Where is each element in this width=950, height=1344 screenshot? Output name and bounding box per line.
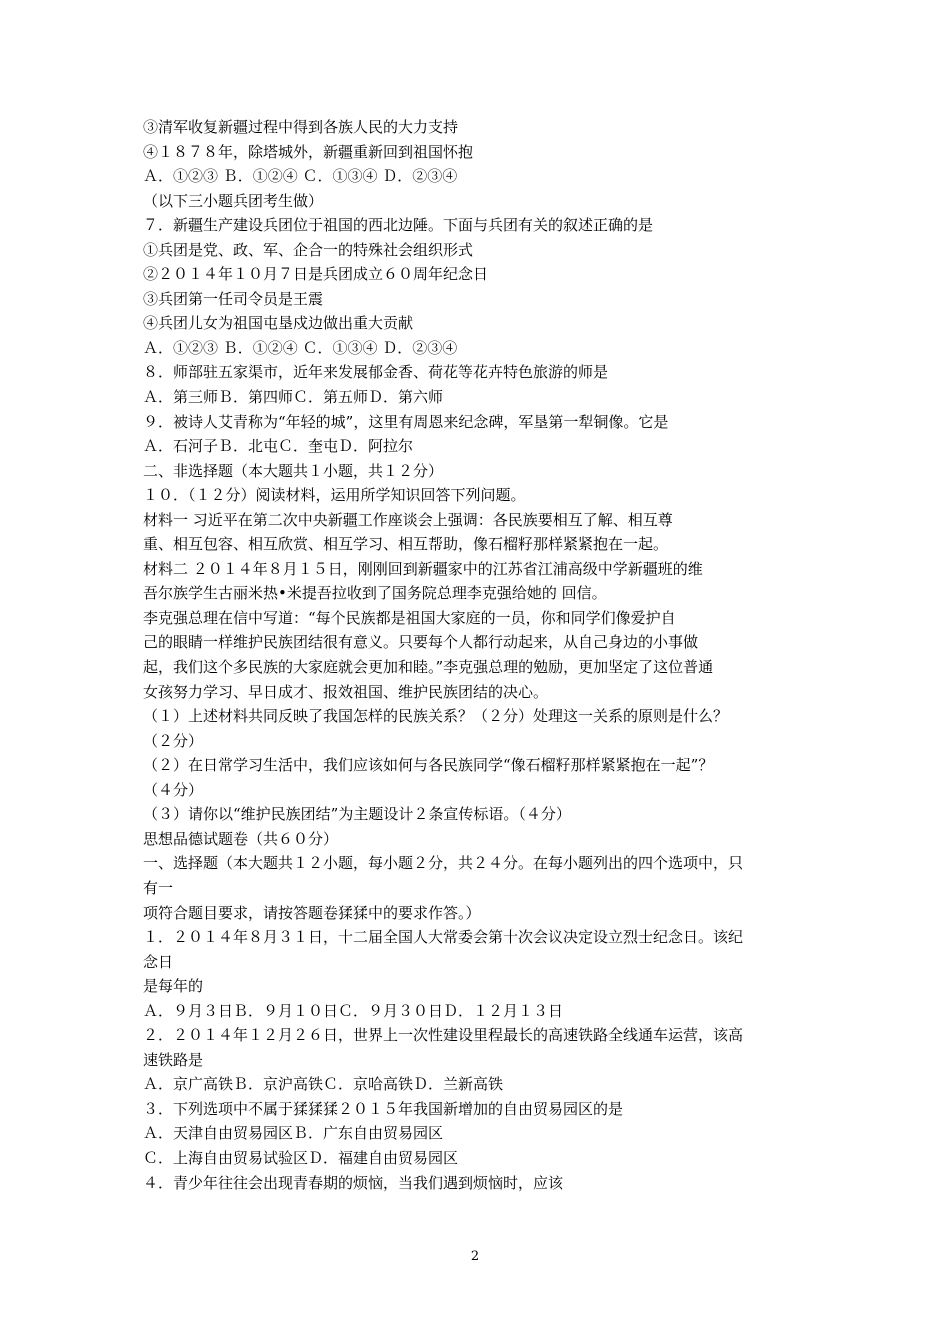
sub-question-2: （２）在日常学习生活中，我们应该如何与各民族同学“像石榴籽那样紧紧抱在一起”？ — [143, 756, 714, 775]
answer-options: Ａ．①②③ Ｂ．①②④ Ｃ．①③④ Ｄ．②③④ — [143, 167, 458, 186]
sub-question-3: （３）请你以“维护民族团结”为主题设计２条宣传标语。（４分） — [143, 805, 571, 824]
answer-options: Ａ．天津自由贸易园区Ｂ．广东自由贸易园区 — [143, 1124, 444, 1143]
question-4: ４．青少年往往会出现青春期的烦恼，当我们遇到烦恼时，应该 — [143, 1173, 564, 1192]
material-text: 女孩努力学习、早日成才、报效祖国、维护民族团结的决心。 — [143, 682, 549, 701]
text-line: 有一 — [143, 878, 174, 897]
text-line: 速铁路是 — [143, 1050, 204, 1069]
text-line: （４分） — [143, 780, 204, 799]
text-line: （２分） — [143, 731, 204, 750]
text-line: ④兵团儿女为祖国屯垦戍边做出重大贡献 — [143, 314, 414, 333]
text-line: ③清军收复新疆过程中得到各族人民的大力支持 — [143, 118, 459, 136]
material-text: 吾尔族学生古丽米热•米提吾拉收到了国务院总理李克强给她的 回信。 — [143, 584, 607, 603]
material-text: 重、相互包容、相互欣赏、相互学习、相互帮助，像石榴籽那样紧紧抱在一起。 — [143, 535, 669, 554]
text-line: ④１８７８年，除塔城外，新疆重新回到祖国怀抱 — [143, 142, 474, 161]
document-body — [143, 115, 813, 1195]
text-line: ③兵团第一任司令员是王震 — [143, 289, 324, 308]
text-line: ①兵团是党、政、军、企合一的特殊社会组织形式 — [143, 240, 474, 259]
text-line: 念日 — [143, 952, 174, 971]
answer-options: Ａ．京广高铁Ｂ．京沪高铁Ｃ．京哈高铁Ｄ．兰新高铁 — [143, 1075, 504, 1094]
section-heading: 一、选择题（本大题共１２小题，每小题２分，共２４分。在每小题列出的四个选项中，只 — [143, 854, 744, 873]
question-3: ３．下列选项中不属于猱猱猱２０１５年我国新增加的自由贸易园区的是 — [143, 1099, 624, 1118]
question-2: ２．２０１４年１２月２６日，世界上一次性建设里程最长的高速铁路全线通车运营，该高 — [143, 1026, 744, 1045]
answer-options: Ｃ．上海自由贸易试验区Ｄ．福建自由贸易园区 — [143, 1148, 459, 1167]
section-heading: 二、非选择题（本大题共１小题，共１２分） — [143, 461, 444, 480]
answer-options: Ａ．第三师Ｂ．第四师Ｃ．第五师Ｄ．第六师 — [143, 388, 444, 407]
section-note: （以下三小题兵团考生做） — [143, 191, 324, 210]
question-9: ９．被诗人艾青称为“年轻的城”，这里有周恩来纪念碑，军垦第一犁铜像。它是 — [143, 412, 669, 431]
material-text: 材料一 习近平在第二次中央新疆工作座谈会上强调：各民族要相互了解、相互尊 — [143, 510, 673, 529]
page-number: 2 — [470, 1249, 480, 1264]
text-line: ②２０１４年１０月７日是兵团成立６０周年纪念日 — [143, 265, 489, 284]
sub-question-1: （１）上述材料共同反映了我国怎样的民族关系？（２分）处理这一关系的原则是什么？ — [143, 707, 729, 726]
material-text: 材料二 ２０１４年８月１５日，刚刚回到新疆家中的江苏省江浦高级中学新疆班的维 — [143, 559, 703, 578]
question-7: ７．新疆生产建设兵团位于祖国的西北边陲。下面与兵团有关的叙述正确的是 — [143, 216, 654, 235]
question-8: ８．师部驻五家渠市，近年来发展郁金香、荷花等花卉特色旅游的师是 — [143, 363, 609, 382]
exam-section-title: 思想品德试题卷（共６０分） — [143, 829, 339, 848]
material-text: 起，我们这个多民族的大家庭就会更加和睦。”李克强总理的勉励，更加坚定了这位普通 — [143, 658, 714, 677]
question-10: １０．（１２分）阅读材料，运用所学知识回答下列问题。 — [143, 486, 526, 505]
answer-options: Ａ．石河子Ｂ．北屯Ｃ．奎屯Ｄ．阿拉尔 — [143, 437, 414, 456]
text-line: 是每年的 — [143, 977, 204, 996]
answer-options: Ａ．①②③ Ｂ．①②④ Ｃ．①③④ Ｄ．②③④ — [143, 338, 458, 357]
answer-options: Ａ．９月３日Ｂ．９月１０日Ｃ．９月３０日Ｄ．１２月１３日 — [143, 1001, 564, 1020]
material-text: 李克强总理在信中写道：“每个民族都是祖国大家庭的一员，你和同学们像爱护自 — [143, 608, 676, 627]
text-line: 项符合题目要求，请按答题卷猱猱中的要求作答。） — [143, 903, 481, 922]
question-1: １．２０１４年８月３１日，十二届全国人大常委会第十次会议决定设立烈士纪念日。该纪 — [143, 928, 744, 947]
material-text: 己的眼睛一样维护民族团结很有意义。只要每个人都行动起来，从自己身边的小事做 — [143, 633, 699, 652]
